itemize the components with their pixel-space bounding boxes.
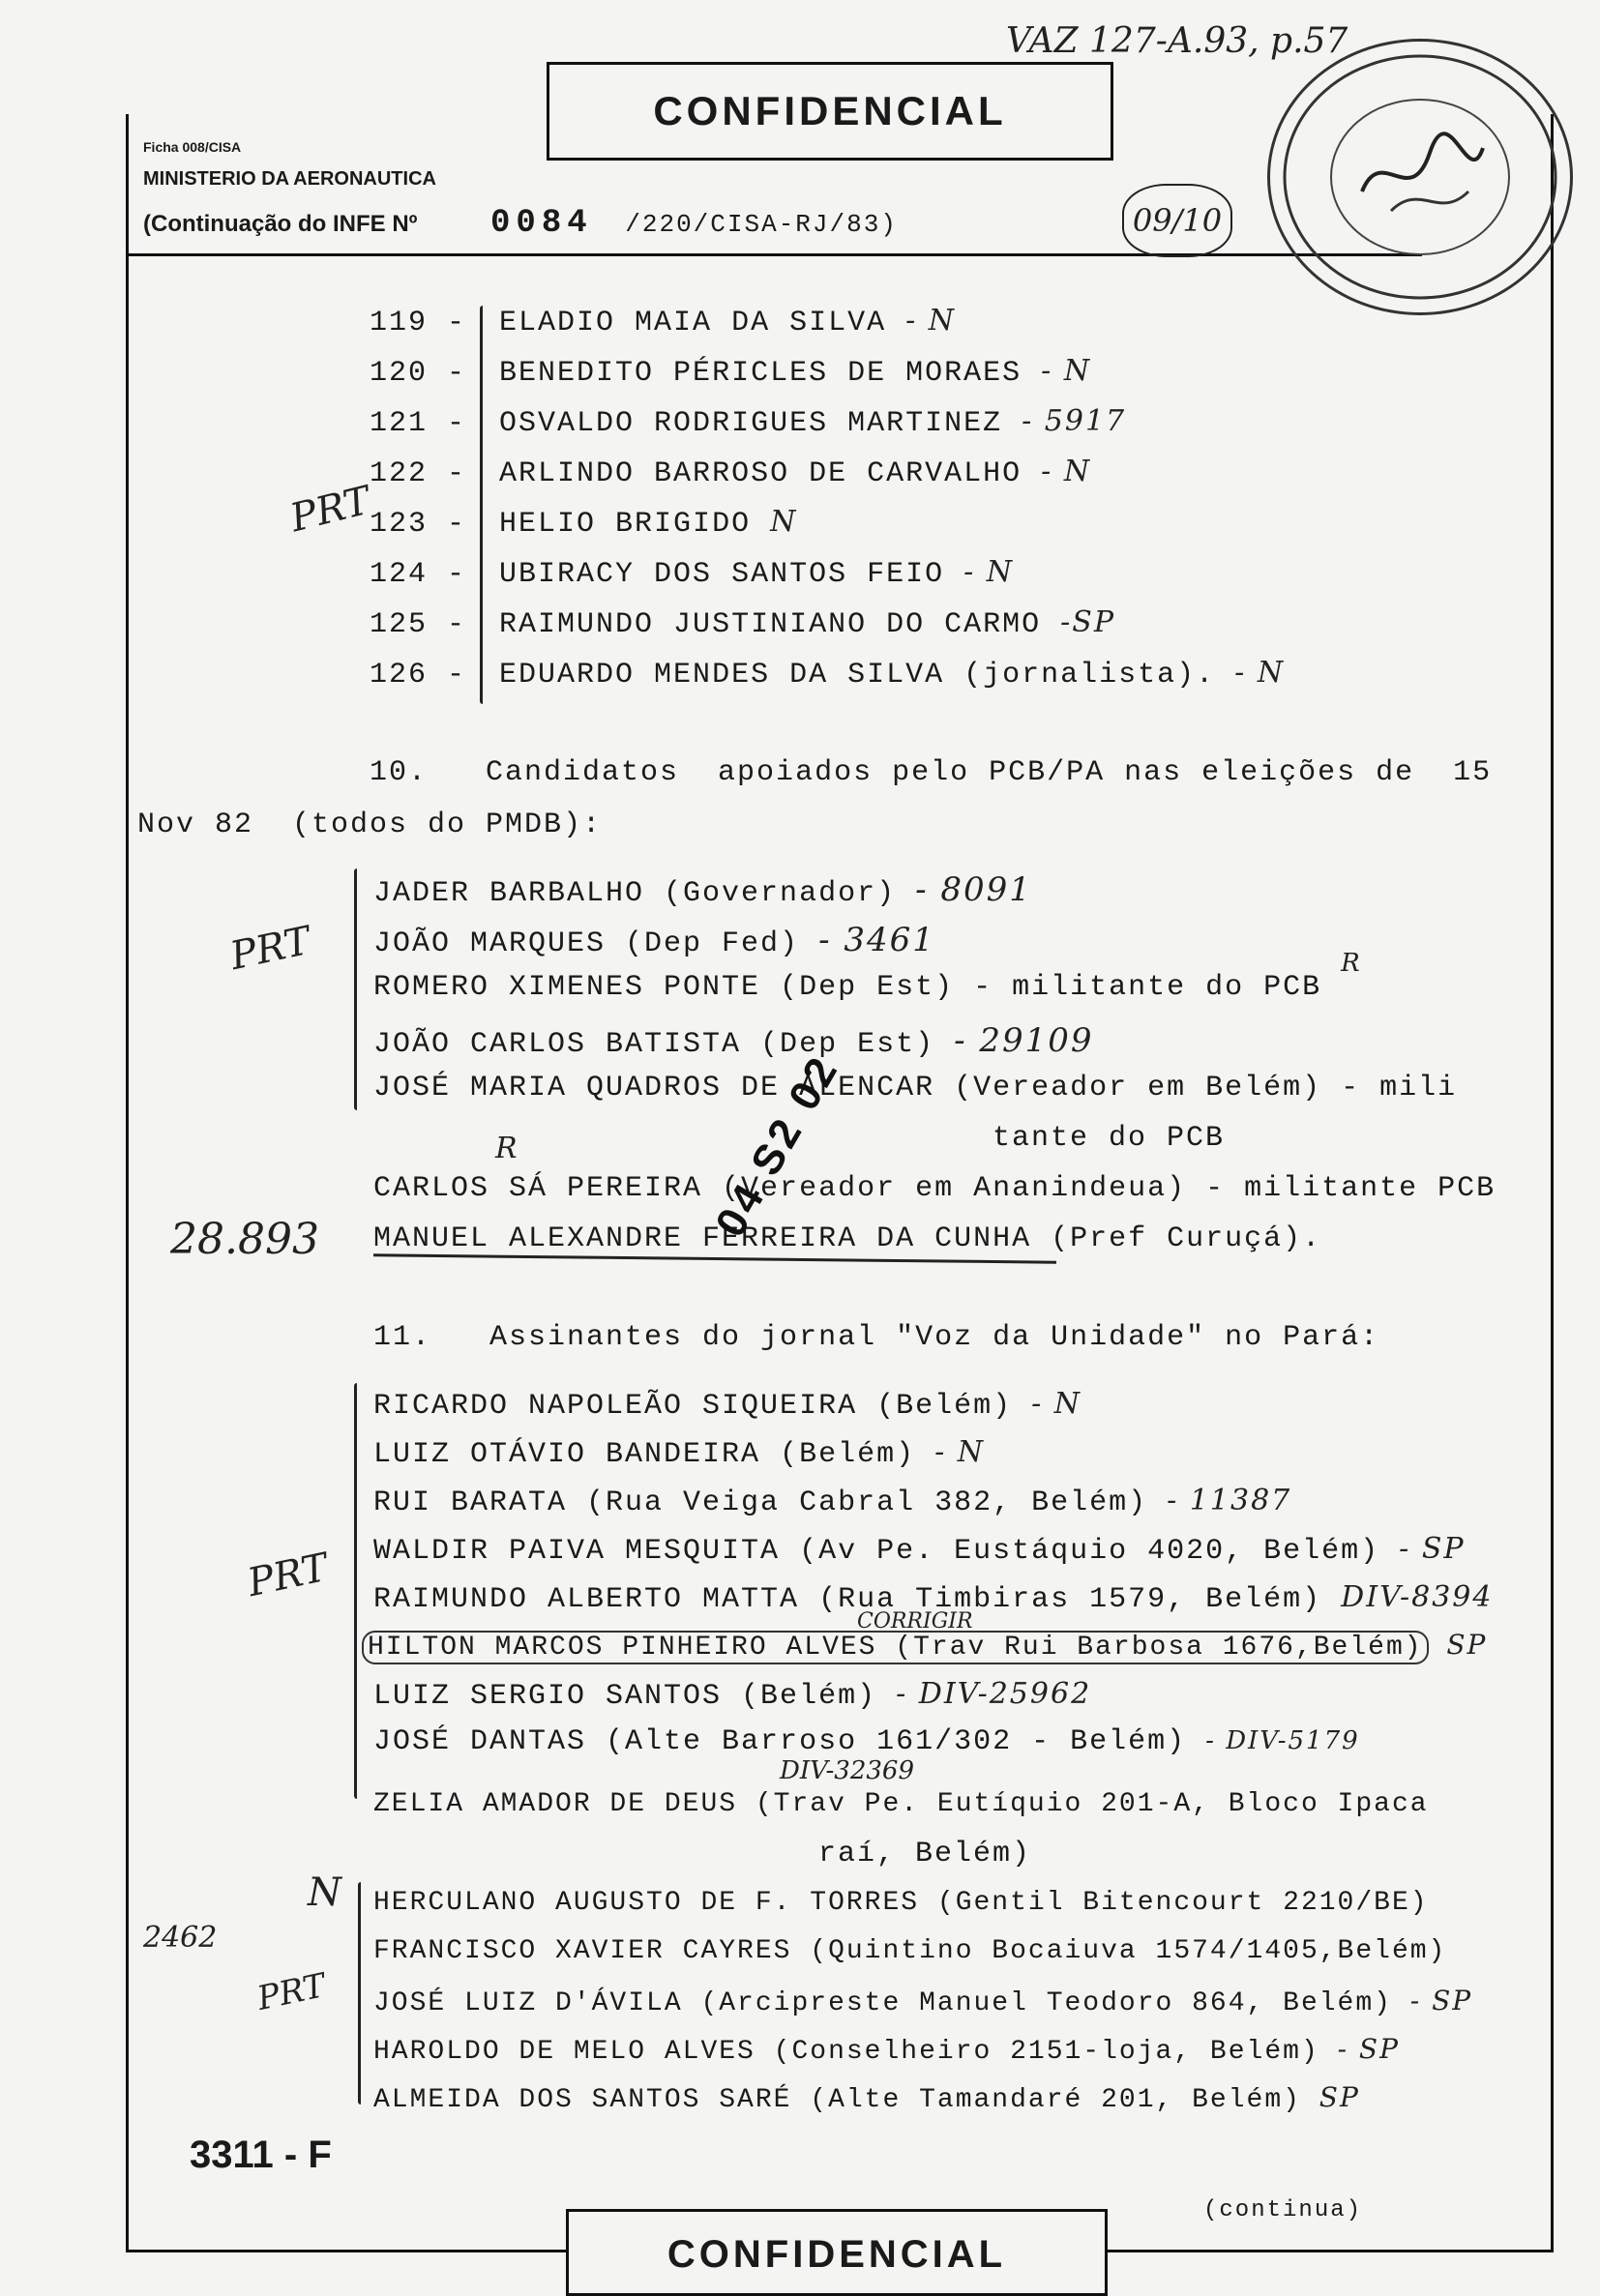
subscriber-row: RICARDO NAPOLEÃO SIQUEIRA (Belém) - N: [373, 1387, 1082, 1423]
list-item: 122 - ARLINDO BARROSO DE CARVALHO - N: [370, 455, 1092, 490]
infe-suffix: /220/CISA-RJ/83): [625, 210, 898, 239]
candidate-row: JOÃO CARLOS BATISTA (Dep Est) - 29109: [373, 1021, 1094, 1061]
ficha-label: Ficha 008/CISA: [143, 139, 242, 155]
section-11-brace: [354, 1383, 357, 1799]
subscriber-row: LUIZ SERGIO SANTOS (Belém) - DIV-25962: [373, 1677, 1092, 1713]
continuation-line: [143, 205, 898, 242]
prt-annotation: PRT: [253, 1966, 329, 2018]
subscriber-row: LUIZ OTÁVIO BANDEIRA (Belém) - N: [373, 1435, 986, 1471]
list-item: 120 - BENEDITO PÉRICLES DE MORAES - N: [370, 354, 1092, 390]
candidate-row: MANUEL ALEXANDRE FERREIRA DA CUNHA (Pref Curuçá).: [373, 1222, 1322, 1255]
list-item: 124 - UBIRACY DOS SANTOS FEIO - N: [370, 555, 1015, 591]
subscriber-row: HERCULANO AUGUSTO DE F. TORRES (Gentil Bitencourt 2210/BE): [373, 1888, 1429, 1918]
candidate-row: JOSÉ MARIA QUADROS DE ALENCAR (Vereador em Belém) - mili: [373, 1072, 1458, 1104]
subscriber-row: WALDIR PAIVA MESQUITA (Av Pe. Eustáquio 4020, Belém) - SP: [373, 1532, 1466, 1568]
margin-number-2: 2462: [143, 1921, 218, 1955]
div-number-mark: DIV-32369: [780, 1756, 915, 1785]
candidate-row: ROMERO XIMENES PONTE (Dep Est) - militante do PCB R: [373, 949, 1362, 1004]
list-item: 125 - RAIMUNDO JUSTINIANO DO CARMO -SP: [370, 605, 1116, 641]
page-counter: 09/10: [1122, 184, 1232, 257]
subscriber-row: raí, Belém): [818, 1838, 1032, 1870]
continuation-label: (Continuação do INFE Nº: [143, 211, 418, 237]
revision-mark: R: [495, 1132, 518, 1165]
candidate-row: CARLOS SÁ PEREIRA (Vereador em Ananindeua) - militante PCB: [373, 1172, 1496, 1205]
subscriber-row: FRANCISCO XAVIER CAYRES (Quintino Bocaiuva 1574/1405,Belém): [373, 1936, 1447, 1966]
cisa-stamp: [1267, 39, 1573, 315]
section-10-brace: [354, 868, 357, 1110]
section-11-brace-2: [358, 1882, 361, 2105]
ministry-label: MINISTERIO DA AERONAUTICA: [143, 168, 436, 190]
list-item: 119 - ELADIO MAIA DA SILVA - N: [370, 304, 957, 339]
infe-number: 0084: [490, 205, 593, 242]
prt-annotation: PRT: [285, 478, 375, 542]
subscriber-row: JOSÉ DANTAS (Alte Barroso 161/302 - Belém) - DIV-5179: [373, 1725, 1360, 1758]
subscriber-row: ZELIA AMADOR DE DEUS (Trav Pe. Eutíquio 201-A, Bloco Ipaca: [373, 1789, 1429, 1819]
candidate-row: tante do PCB: [993, 1122, 1226, 1155]
margin-n-mark: N: [308, 1870, 341, 1915]
section-10-heading: 10. Candidatos apoiados pelo PCB/PA nas eleições de 15: [370, 756, 1493, 789]
section-11-heading: 11. Assinantes do jornal "Voz da Unidade" no Pará:: [373, 1321, 1380, 1354]
confidential-banner: CONFIDENCIAL: [547, 62, 1113, 161]
prt-annotation: PRT: [226, 918, 314, 980]
confidential-banner-bottom: CONFIDENCIAL: [566, 2209, 1108, 2296]
list-item: 123 - HELIO BRIGIDO N: [370, 505, 798, 541]
list-item: 126 - EDUARDO MENDES DA SILVA (jornalista). - N: [370, 656, 1286, 692]
candidate-row: JADER BARBALHO (Governador) - 8091: [373, 870, 1032, 910]
subscriber-row: HILTON MARCOS PINHEIRO ALVES (Trav Rui Barbosa 1676,Belém) SP: [362, 1629, 1487, 1663]
list-item: 121 - OSVALDO RODRIGUES MARTINEZ - 5917: [370, 404, 1127, 440]
section-10-heading-cont: Nov 82 (todos do PMDB):: [137, 809, 603, 841]
subscriber-row: ALMEIDA DOS SANTOS SARÉ (Alte Tamandaré 201, Belém) SP: [373, 2081, 1360, 2115]
archive-reference: VAZ 127-A.93, p.57: [1006, 21, 1348, 61]
stamp-seal-icon: [1275, 46, 1565, 308]
overstamp-mark: 04 S2 02: [706, 1046, 848, 1246]
subscriber-row: HAROLDO DE MELO ALVES (Conselheiro 2151-loja, Belém) - SP: [373, 2033, 1400, 2067]
header-rule: [126, 253, 1422, 256]
margin-number: 28.893: [170, 1215, 319, 1264]
continua-label: (continua): [1203, 2197, 1363, 2223]
subscriber-row: RAIMUNDO ALBERTO MATTA (Rua Timbiras 1579, Belém) DIV-8394: [373, 1580, 1494, 1616]
corrige-mark: CORRIGIR: [857, 1609, 973, 1634]
subscriber-row: JOSÉ LUIZ D'ÁVILA (Arcipreste Manuel Teodoro 864, Belém) - SP: [373, 1985, 1473, 2018]
subscriber-row: RUI BARATA (Rua Veiga Cabral 382, Belém) - 11387: [373, 1484, 1292, 1519]
form-code: 3311 - F: [190, 2134, 332, 2176]
prt-annotation: PRT: [244, 1545, 332, 1606]
candidate-row: JOÃO MARQUES (Dep Fed) - 3461: [373, 921, 935, 960]
